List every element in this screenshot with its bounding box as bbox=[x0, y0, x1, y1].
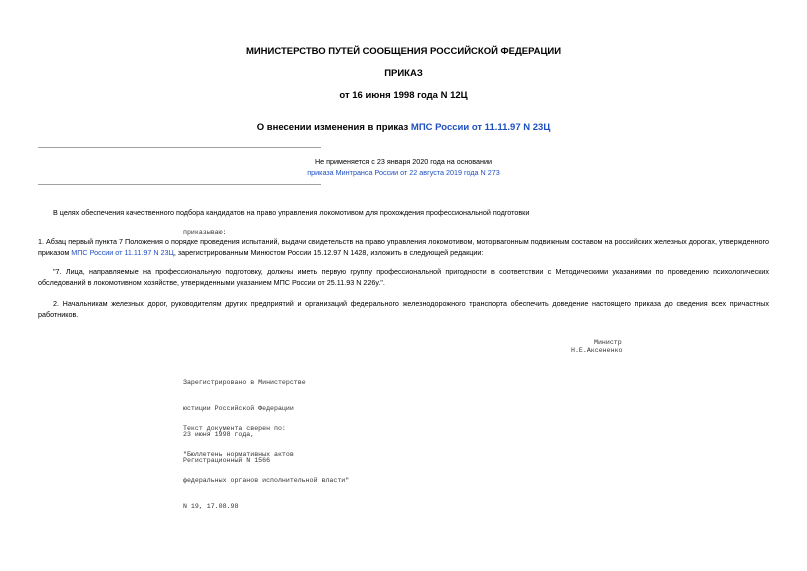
p1-link[interactable]: МПС России от 11.11.97 N 23Ц bbox=[71, 248, 174, 257]
bottom-divider bbox=[38, 184, 321, 185]
verification-line: федеральных органов исполнительной власти" bbox=[183, 476, 350, 484]
registration-line: юстиции Российской Федерации bbox=[183, 404, 294, 412]
registration-line: Регистрационный N 1566 bbox=[183, 456, 271, 464]
status-note-link[interactable]: приказа Минтранса России от 22 августа 2019 года N 273 bbox=[307, 168, 500, 177]
p1-text-b: , зарегистрированным Минюстом России 15.12.97 N 1428, изложить в следующей редакции: bbox=[173, 248, 484, 257]
document-title bbox=[0, 122, 807, 133]
ministry-heading: МИНИСТЕРСТВО ПУТЕЙ СООБЩЕНИЯ РОССИЙСКОЙ ФЕДЕРАЦИИ bbox=[245, 46, 562, 57]
p1-text-a: 1. Абзац первый пункта 7 Положения о порядке проведения испытаний, выдачи свидетельств на право управления локомотивом, моторвагонным подвижным составом на российских железных дорогах, утвержденного приказом bbox=[38, 237, 769, 257]
paragraph-7-quote: "7. Лица, направляемые на профессиональную подготовку, должны иметь первую группу профессиональной пригодности в соответствии с Методическими указаниями по проведению психологических обследований в локомотивном хозяйстве, утвержденными указанием МПС России от 25.11.93 N 226у.". bbox=[38, 267, 769, 287]
signature-name: Н.Е.Аксененко bbox=[571, 347, 623, 354]
top-divider bbox=[38, 147, 321, 148]
title-link[interactable]: МПС России от 11.11.97 N 23Ц bbox=[410, 122, 551, 133]
paragraph-2: 2. Начальникам железных дорог, руководителям других предприятий и организаций федерального железнодорожного транспорта обеспечить доведение настоящего приказа до сведения всех причастных работников. bbox=[38, 299, 769, 319]
document-date-number: от 16 июня 1998 года N 12Ц bbox=[339, 90, 468, 101]
document-type: ПРИКАЗ bbox=[384, 68, 423, 79]
title-prefix: О внесении изменения в приказ bbox=[256, 122, 411, 133]
registration-line: 23 июня 1998 года, bbox=[183, 430, 255, 438]
intro-paragraph: В целях обеспечения качественного подбора кандидатов на право управления локомотивом для прохождения профессиональной подготовки bbox=[53, 208, 530, 217]
verification-line: "Бюллетень нормативных актов bbox=[183, 450, 294, 458]
registration-line: Зарегистрировано в Министерстве bbox=[183, 379, 306, 387]
verification-block bbox=[183, 408, 349, 520]
signature-position: Министр bbox=[594, 339, 622, 346]
paragraph-1 bbox=[38, 236, 769, 258]
verification-line: N 19, 17.08.98 bbox=[183, 502, 239, 510]
order-word: приказываю: bbox=[183, 229, 227, 236]
status-note-line1: Не применяется с 23 января 2020 года на основании bbox=[314, 157, 493, 166]
verification-line: Текст документа сверен по: bbox=[183, 425, 286, 433]
